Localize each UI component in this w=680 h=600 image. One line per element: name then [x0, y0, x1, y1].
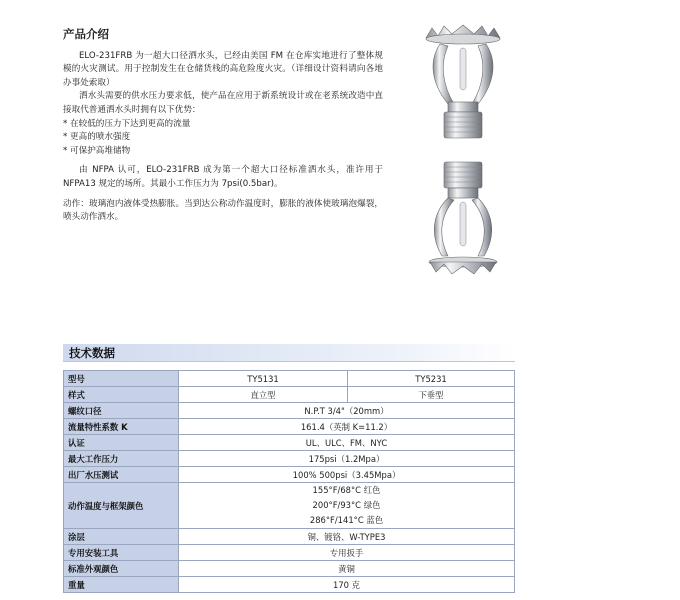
row-value: 100% 500psi（3.45Mpa） [179, 467, 515, 483]
row-key: 最大工作压力 [64, 451, 179, 467]
spec-table [63, 370, 515, 593]
row-key: 涂层 [64, 529, 179, 545]
row-key: 重量 [64, 577, 179, 593]
intro-title: 产品介绍 [63, 27, 109, 41]
row-value: 下垂型 [348, 387, 515, 403]
row-value [179, 483, 515, 529]
intro-para-2: 洒水头需要的供水压力要求低，使产品在应用于新系统设计或在老系统改造中直接取代普通洒水头时拥有以下优势： [63, 91, 383, 115]
row-key: 流量特性系数 K [64, 419, 179, 435]
row-key: 出厂水压测试 [64, 467, 179, 483]
temp-line: 286°F/141°C 蓝色 [309, 515, 384, 525]
row-key: 螺纹口径 [64, 403, 179, 419]
section-title-bar [63, 344, 515, 362]
row-value: 161.4（英制 K=11.2） [179, 419, 515, 435]
row-value: 铜、镀铬、W-TYPE3 [179, 529, 515, 545]
list-item: * 在较低的压力下达到更高的流量 [63, 118, 191, 129]
table-row [64, 577, 515, 593]
table-row [64, 451, 515, 467]
list-item: * 更高的喷水强度 [63, 132, 131, 143]
section-title: 技术数据 [69, 346, 115, 360]
upright-sprinkler-image [418, 22, 508, 144]
table-row [64, 403, 515, 419]
row-value: 专用扳手 [179, 545, 515, 561]
table-row [64, 529, 515, 545]
row-key: 动作温度与框架颜色 [64, 483, 179, 529]
table-row [64, 387, 515, 403]
intro-para-4: 动作：玻璃泡内液体受热膨胀。当到达公称动作温度时，膨胀的液体使玻璃泡爆裂，喷头动作洒水。 [63, 198, 383, 223]
row-key: 标准外观颜色 [64, 561, 179, 577]
row-value: 170 克 [179, 577, 515, 593]
table-row [64, 419, 515, 435]
product-intro [63, 28, 383, 225]
row-key: 样式 [64, 387, 179, 403]
list-item: * 可保护高堆储物 [63, 145, 131, 156]
row-value: N.P.T 3/4"（20mm） [179, 403, 515, 419]
table-row [64, 467, 515, 483]
row-value: 直立型 [179, 387, 348, 403]
row-key: 型号 [64, 371, 179, 387]
temp-line: 155°F/68°C 红色 [312, 485, 381, 495]
advantages-list [63, 118, 383, 159]
table-row [64, 561, 515, 577]
row-value: TY5231 [348, 371, 515, 387]
row-key: 专用安装工具 [64, 545, 179, 561]
row-key: 认证 [64, 435, 179, 451]
row-value: 175psi（1.2Mpa） [179, 451, 515, 467]
row-value: 黄铜 [179, 561, 515, 577]
table-row [64, 545, 515, 561]
table-row [64, 435, 515, 451]
row-value: TY5131 [179, 371, 348, 387]
table-row [64, 483, 515, 529]
temp-line: 200°F/93°C 绿色 [312, 500, 381, 510]
table-row [64, 371, 515, 387]
row-value: UL、ULC、FM、NYC [179, 435, 515, 451]
pendent-sprinkler-image [418, 158, 508, 280]
intro-para-1: ELO-231FRB 为一超大口径洒水头，已经由美国 FM 在仓库实地进行了整体规模的火灾测试。用于控制发生在仓储货栈的高危险度火灾。（详细设计资料请向各地办事处索取） [63, 50, 383, 88]
intro-para-3: 由 NFPA 认可，ELO-231FRB 成为第一个超大口径标准洒水头，准许用于NFPA13 规定的场所。其最小工作压力为 7psi(0.5bar)。 [63, 165, 383, 189]
